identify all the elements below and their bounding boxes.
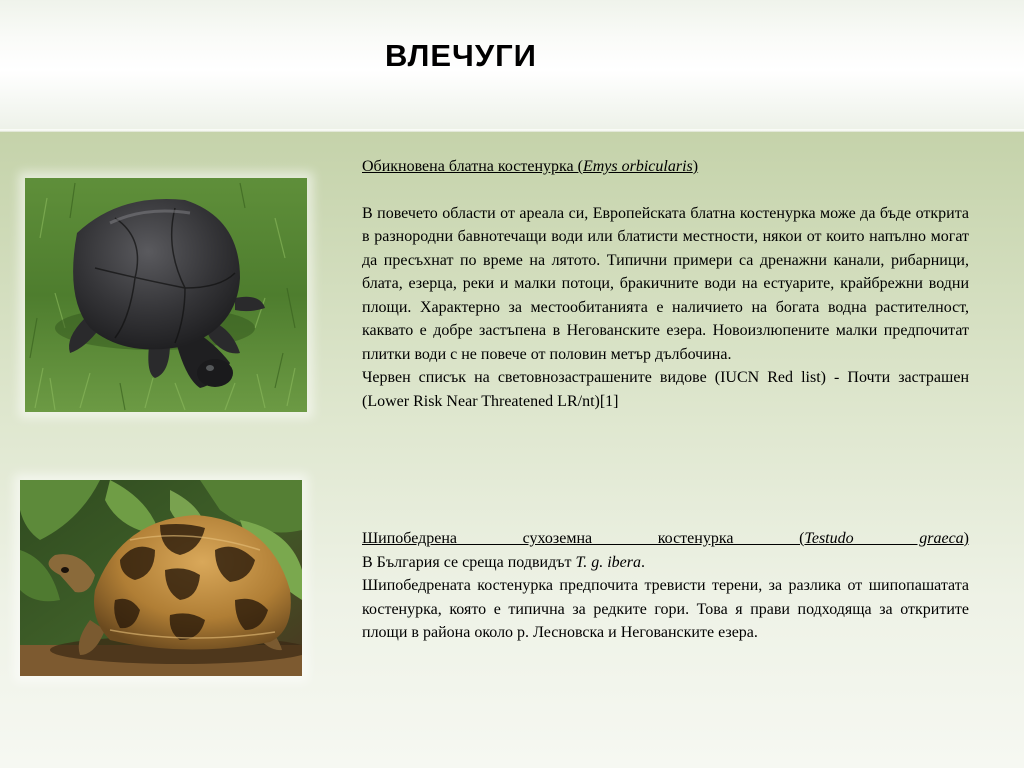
pond-turtle-paragraph: В повечето области от ареала си, Европейската блатна костенурка може да бъде открита в разнородни бавнотечащи води или блатисти местности, някои от които напълно могат да пресъхнат по време на лятото. Типични примери са дренажни канали, рибарници, блата, езерца, реки и малки потоци, бракичните води на естуарите, крайбрежни водни площи. Характерно за местообитанията е наличието на богата водна растителност, каквато е добре застъпена в Негованските езера. Новоизлюпените малки предпочитат плитки води с не повече от половин метър дълбочина. — [362, 204, 969, 363]
pond-turtle-text — [362, 155, 969, 413]
tortoise-paragraph: Шипобедрената костенурка предпочита тревисти терени, за разлика от шипопашатата костенурка, която е типична за редките гори. Това я прави подходяща за откритите площи в района около р. Лесновска и Негованските езера. — [362, 577, 969, 641]
tortoise-photo — [20, 480, 302, 676]
slide-title: ВЛЕЧУГИ — [385, 38, 537, 73]
header-divider — [0, 128, 1024, 132]
iucn-status: Червен списък на световнозастрашените видове (IUCN Red list) - Почти застрашен (Lower Risk Near Threatened LR/nt)[1] — [362, 369, 969, 410]
pond-turtle-photo — [25, 178, 307, 412]
tortoise-text — [362, 527, 969, 645]
tortoise-heading: Шипобедрена сухоземна костенурка (Testudo graeca) — [362, 530, 969, 547]
tortoise-subspecies: В България се среща подвидът T. g. ibera. — [362, 553, 645, 571]
pond-turtle-heading: Обикновена блатна костенурка (Emys orbicularis) — [362, 158, 699, 175]
